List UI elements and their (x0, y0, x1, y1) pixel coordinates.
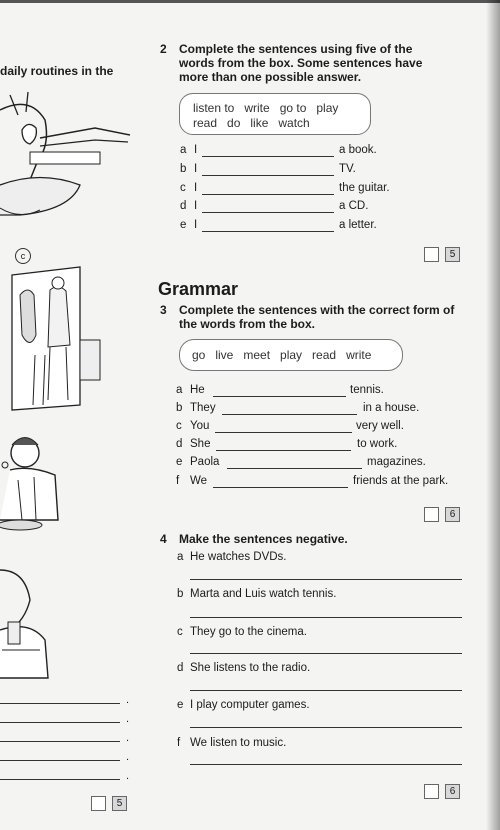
ex2-item-letter: b (180, 163, 187, 175)
ex4-item-letter: f (177, 737, 181, 749)
ex3-item-letter: a (176, 384, 183, 396)
ex4-answer-line[interactable] (190, 690, 462, 691)
ex2-word-box (179, 93, 371, 135)
ex4-answer-line[interactable] (190, 617, 462, 618)
ex2-item-letter: d (180, 200, 187, 212)
illustration-breakfast (0, 425, 90, 535)
ex3-item-letter: c (176, 420, 182, 432)
line-end-dot: . (126, 694, 130, 706)
ex2-item-end: a book. (339, 144, 377, 156)
ex4-number: 4 (160, 532, 167, 546)
illustration-phone (0, 560, 70, 680)
illustration-leaving-home (0, 255, 110, 415)
ex4-item-letter: d (177, 662, 184, 674)
page-edge-shadow (486, 0, 500, 830)
ex2-box-line-2: read do like watch (193, 116, 310, 130)
ex3-item-end: magazines. (367, 456, 426, 468)
grammar-heading: Grammar (158, 279, 239, 299)
ex3-answer-line[interactable] (227, 468, 362, 469)
score-box[interactable] (91, 796, 106, 811)
ex4-answer-line[interactable] (190, 764, 462, 765)
line-end-dot: . (126, 770, 130, 782)
ex3-item-start: Paola (190, 456, 220, 468)
ex2-answer-line[interactable] (202, 194, 334, 195)
ex4-answer-line[interactable] (190, 653, 462, 654)
ex2-item-letter: a (180, 144, 187, 156)
score-box[interactable] (424, 507, 439, 522)
ex2-item-end: a CD. (339, 200, 369, 212)
ex2-item-end: the guitar. (339, 182, 390, 194)
ex4-item-letter: b (177, 588, 184, 600)
ex2-item-start: I (194, 182, 198, 194)
ex3-item-end: to work. (357, 438, 398, 450)
ex2-answer-line[interactable] (202, 175, 334, 176)
ex4-item-text: Marta and Luis watch tennis. (190, 588, 337, 600)
ex3-item-start: He (190, 384, 205, 396)
ex3-item-end: tennis. (350, 384, 384, 396)
ex3-item-letter: e (176, 456, 183, 468)
line-end-dot: . (126, 732, 130, 744)
ex3-answer-line[interactable] (213, 487, 348, 488)
score-box[interactable] (424, 784, 439, 799)
ex3-item-end: very well. (356, 420, 404, 432)
ex3-item-start: We (190, 475, 208, 487)
ex4-score: 6 (445, 784, 460, 799)
line-end-dot: . (126, 713, 130, 725)
ex2-number: 2 (160, 42, 167, 56)
ex2-instruction: Complete the sentences using five of the words from the box. Some sentences have more than one possible answer. (179, 42, 423, 84)
ex2-item-start: I (194, 163, 198, 175)
ex3-box-words: go live meet play read write (192, 348, 372, 362)
ex4-answer-line[interactable] (190, 579, 462, 580)
ex2-answer-line[interactable] (202, 231, 334, 232)
ex2-item-end: a letter. (339, 219, 377, 231)
ex3-item-start: You (190, 420, 210, 432)
ex2-item-start: I (194, 219, 198, 231)
ex3-answer-line[interactable] (213, 396, 346, 397)
ex4-item-text: They go to the cinema. (190, 626, 307, 638)
left-answer-line[interactable] (0, 703, 120, 704)
line-end-dot: . (126, 751, 130, 763)
left-score: 5 (112, 796, 127, 811)
ex4-item-text: He watches DVDs. (190, 551, 287, 563)
ex3-item-letter: b (176, 402, 183, 414)
ex3-item-letter: f (176, 475, 180, 487)
ex4-answer-line[interactable] (190, 727, 462, 728)
ex2-box-line-1: listen to write go to play (193, 101, 339, 115)
ex2-item-end: TV. (339, 163, 356, 175)
ex3-answer-line[interactable] (215, 432, 352, 433)
ex3-answer-line[interactable] (216, 450, 351, 451)
left-answer-line[interactable] (0, 741, 120, 742)
ex3-answer-line[interactable] (222, 414, 357, 415)
ex4-item-text: She listens to the radio. (190, 662, 311, 674)
ex4-item-text: We listen to music. (190, 737, 287, 749)
ex4-item-letter: e (177, 699, 184, 711)
picture-label-c: c (15, 248, 31, 264)
ex3-word-box (179, 339, 403, 371)
left-answer-line[interactable] (0, 779, 120, 780)
ex4-item-text: I play computer games. (190, 699, 310, 711)
illustration-waking-up (0, 90, 150, 230)
ex3-item-end: friends at the park. (353, 475, 449, 487)
ex4-item-letter: c (177, 626, 183, 638)
top-border (0, 0, 500, 3)
ex2-item-letter: e (180, 219, 187, 231)
ex3-instruction: Complete the sentences with the correct form of the words from the box. (179, 303, 455, 331)
ex2-item-start: I (194, 200, 198, 212)
ex2-item-start: I (194, 144, 198, 156)
ex3-score: 6 (445, 507, 460, 522)
ex2-answer-line[interactable] (202, 156, 334, 157)
score-box[interactable] (424, 247, 439, 262)
ex2-answer-line[interactable] (202, 212, 334, 213)
left-answer-line[interactable] (0, 722, 120, 723)
left-answer-line[interactable] (0, 760, 120, 761)
ex3-item-start: She (190, 438, 211, 450)
ex3-number: 3 (160, 303, 167, 317)
ex4-item-letter: a (177, 551, 184, 563)
ex3-item-end: in a house. (363, 402, 420, 414)
ex3-item-letter: d (176, 438, 183, 450)
ex4-instruction: Make the sentences negative. (179, 532, 348, 546)
ex2-score: 5 (445, 247, 460, 262)
ex3-item-start: They (190, 402, 216, 414)
ex2-item-letter: c (180, 182, 186, 194)
left-instruction-fragment: daily routines in the (0, 64, 114, 78)
